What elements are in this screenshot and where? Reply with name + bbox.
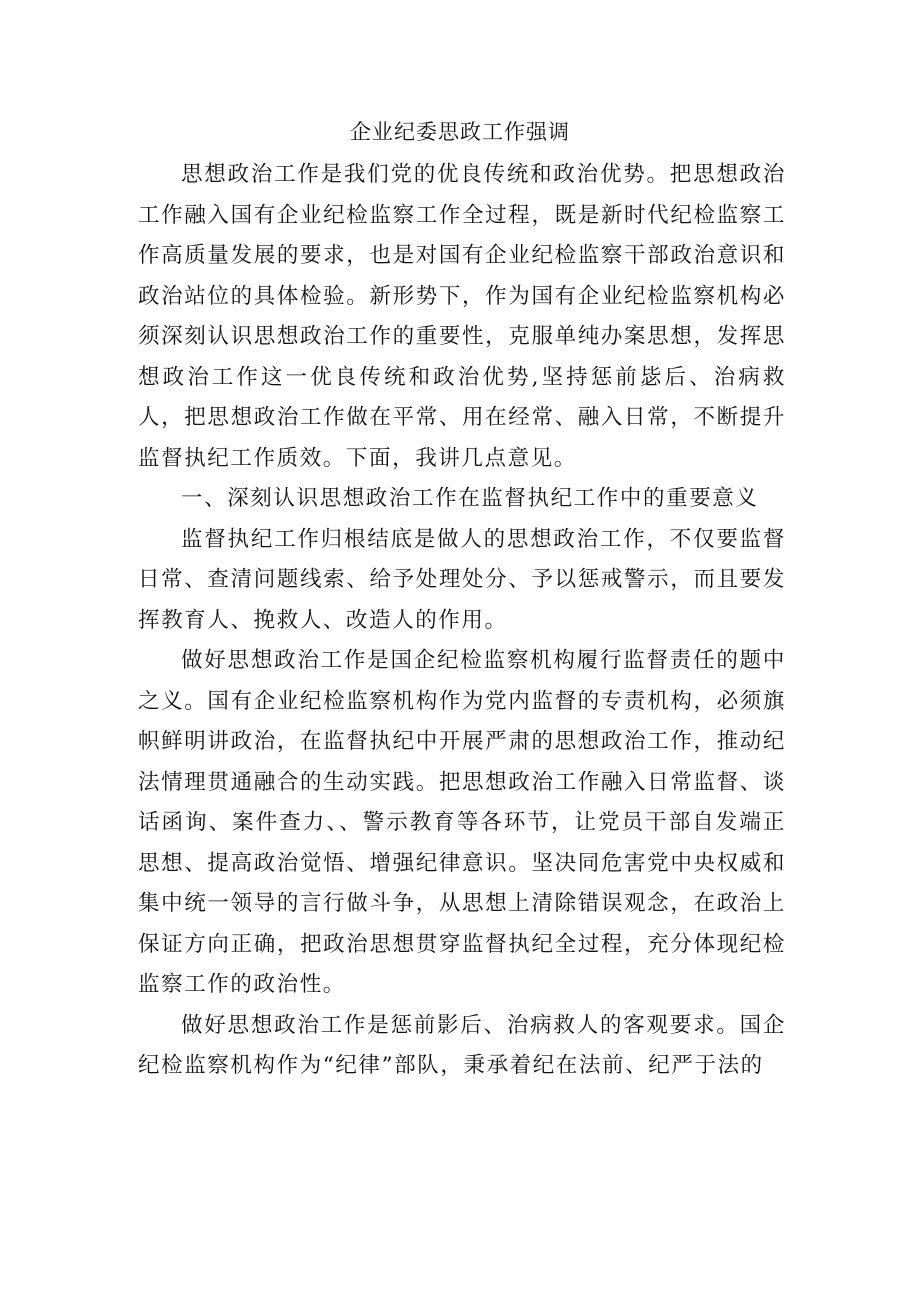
document-title: 企业纪委思政工作强调: [350, 120, 570, 144]
section-heading-1: 一、深刻认识思想政治工作在监督执纪工作中的重要意义: [181, 486, 759, 511]
paragraph-requirement: 做好思想政治工作是惩前影后、治病救人的客观要求。国企纪检监察机构作为“纪律”部队，秉承着纪在法前、纪严于法的: [138, 1012, 786, 1078]
paragraph-responsibility: 做好思想政治工作是国企纪检监察机构履行监督责任的题中之义。国有企业纪检监察机构作为党内监督的专责机构，必须旗帜鲜明讲政治，在监督执纪中开展严肃的思想政治工作，推动纪法情理贯通融合的生动实践。把思想政治工作融入日常监督、谈话函询、案件查力、、警示教育等各环节，让党员干部自发端正思想、提高政治觉悟、增强纪律意识。坚决同危害党中央权威和集中统一领导的言行做斗争，从思想上清除错误观念，在政治上保证方向正确，把政治思想贯穿监督执纪全过程，充分体现纪检监察工作的政治性。: [138, 648, 786, 997]
paragraph-intro: 思想政治工作是我们党的优良传统和政治优势。把思想政治工作融入国有企业纪检监察工作全过程，既是新时代纪检监察工作高质量发展的要求，也是对国有企业纪检监察干部政治意识和政治站位的具体检验。新形势下，作为国有企业纪检监察机构必须深刻认识思想政治工作的重要性，克服单纯办案思想，发挥思想政治工作这一优良传统和政治优势,坚持惩前毖后、治病救人，把思想政治工作做在平常、用在经常、融入日常，不断提升监督执纪工作质效。下面，我讲几点意见。: [138, 162, 786, 471]
paragraph-supervision: 监督执纪工作归根结底是做人的思想政治工作，不仅要监督日常、查清问题线索、给予处理处分、予以惩戒警示，而且要发挥教育人、挽救人、改造人的作用。: [138, 526, 786, 633]
document-body: [138, 155, 786, 1087]
